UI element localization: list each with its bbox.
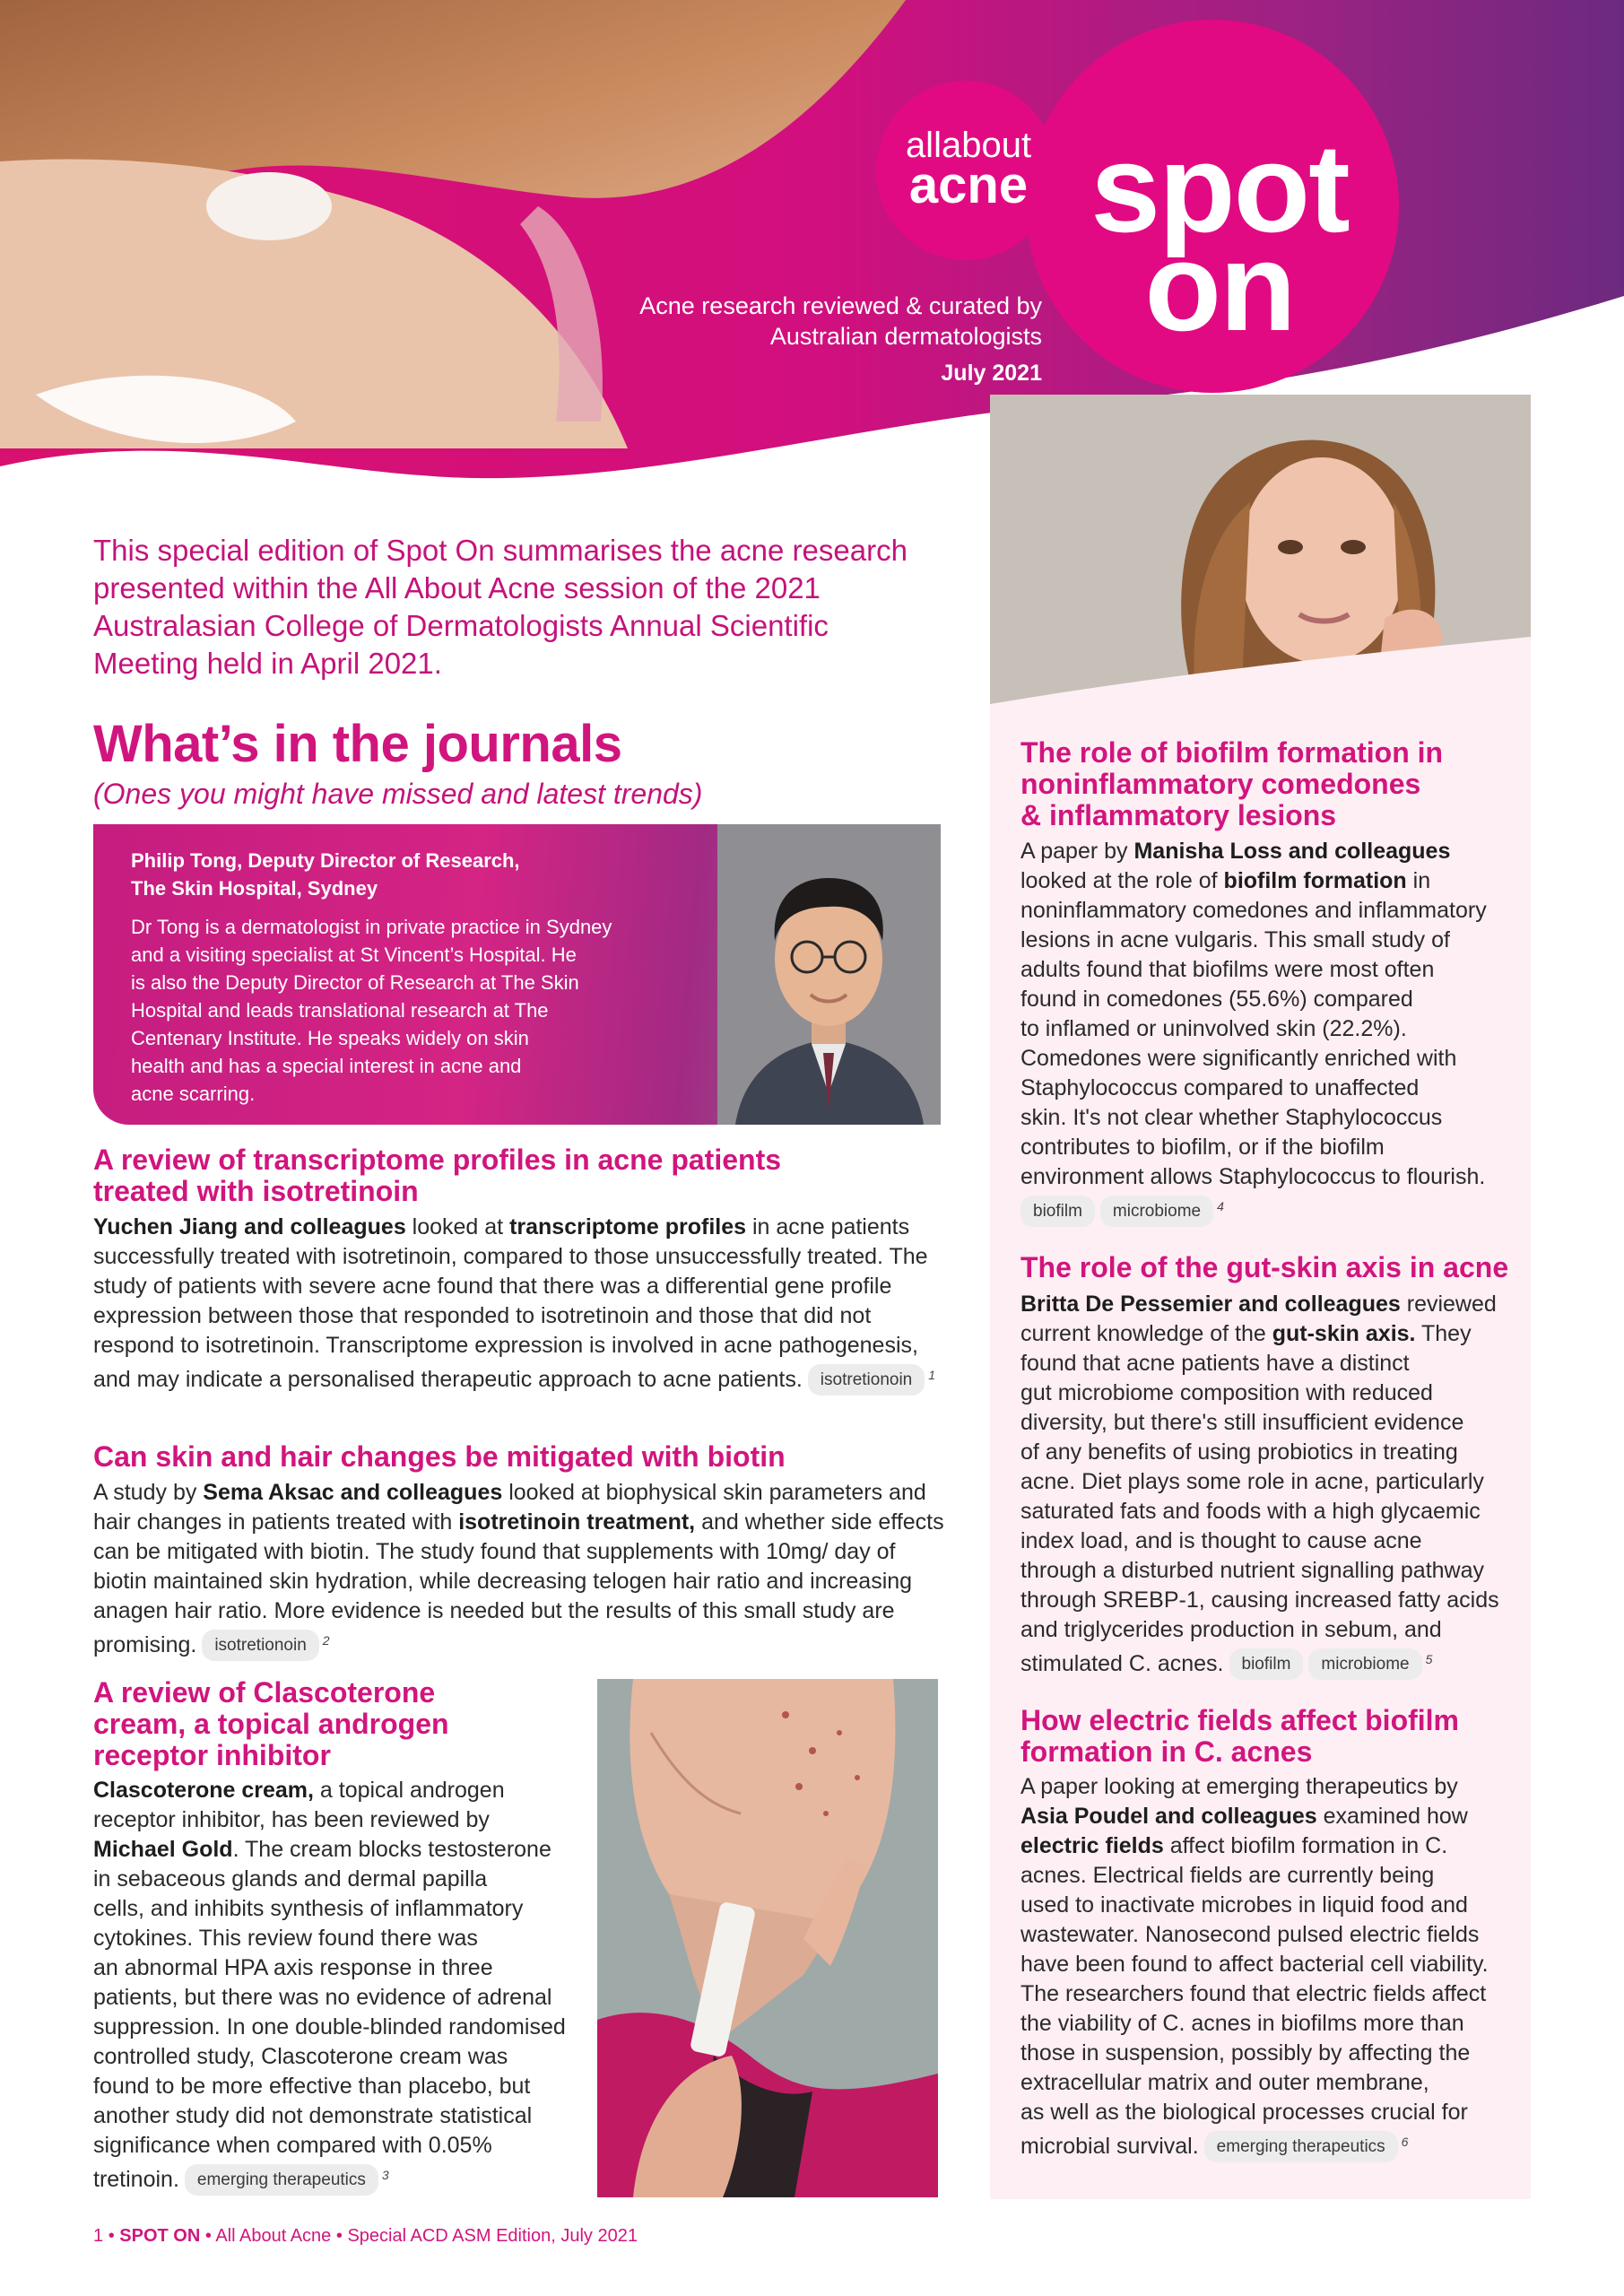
- intro-line: Meeting held in April 2021.: [93, 647, 442, 680]
- article-4-title: [1020, 737, 1523, 831]
- title-line: The role of biofilm formation in: [1020, 736, 1444, 769]
- bio-name-line: Philip Tong, Deputy Director of Research,: [131, 849, 520, 872]
- footnote-ref: 1: [928, 1368, 936, 1382]
- bio-line: health and has a special interest in acne and: [131, 1055, 522, 1077]
- cream-application-photo: [597, 1679, 938, 2197]
- tag-emerging-therapeutics[interactable]: emerging therapeutics: [1204, 2131, 1398, 2162]
- title-line: & inflammatory lesions: [1020, 799, 1337, 831]
- article-2-body: A study by Sema Aksac and colleagues looked at biophysical skin parameters and hair changes in patients treated with isotretinoin treatment, and whether side effects can be mitigated with biotin. The study found that supplements with 10mg/ day of biotin maintained skin hydration, while decreasing telogen hair ratio and increasing anagen hair ratio. More evidence is needed but the results of this small study are promising. isotretionoin $^2$: [93, 1478, 954, 1661]
- tag-isotretinoin[interactable]: isotretionoin: [202, 1630, 318, 1661]
- photo-wave: [990, 628, 1531, 709]
- brand-allabout: allabout: [905, 126, 1032, 165]
- footnote-ref: 6: [1401, 2135, 1409, 2149]
- author-photo: [717, 824, 941, 1125]
- title-line: formation in C. acnes: [1020, 1735, 1313, 1768]
- logo-spot: spot: [1090, 117, 1349, 258]
- article-4-body: A paper by Manisha Loss and colleagues looked at the role of biofilm formation in noninflammatory comedones and inflammatory lesions in acne vulgaris. This small study of adults found that biofilms were most often found in comedones (55.6%) compared to inflamed or uninvolved skin (22.2%). Comedones were significantly enriched with Staphylococcus compared to unaffected skin. It's not clear whether Staphylococcus contributes to biofilm, or if the biofilm environment allows Staphylococcus to flourish. biofilm microbiome $^4$: [1020, 837, 1523, 1227]
- tagline-line1: Acne research reviewed & curated by: [639, 292, 1042, 319]
- footer-section: All About Acne: [215, 2226, 332, 2246]
- issue-date: July 2021: [941, 361, 1042, 386]
- article-5-body: Britta De Pessemier and colleagues reviewed current knowledge of the gut-skin axis. They found that acne patients have a distinct gut microbiome composition with reduced diversity, but there's still insufficient evidence of any benefits of using probiotics in treating acne. Diet plays some role in acne, particularly saturated fats and foods with a high glycaemic index load, and is thought to cause acne through a disturbed nutrient signalling pathway through SREBP-1, causing increased fatty acids and triglycerides production in sebum, and stimulated C. acnes. biofilm microbiome $^5$: [1020, 1290, 1523, 1680]
- article-2-title: Can skin and hair changes be mitigated with biotin: [93, 1440, 786, 1473]
- footer-separator: •: [204, 2226, 212, 2246]
- bio-line: Dr Tong is a dermatologist in private practice in Sydney: [131, 916, 612, 938]
- intro-text: [93, 532, 954, 683]
- tag-biofilm[interactable]: biofilm: [1229, 1648, 1304, 1680]
- title-line: receptor inhibitor: [93, 1739, 331, 1771]
- article-3-title: [93, 1677, 595, 1771]
- footer-brand: SPOT ON: [119, 2226, 201, 2246]
- intro-line: presented within the All About Acne session of the 2021: [93, 571, 821, 604]
- article-1-title: [93, 1144, 954, 1207]
- article-3-body: Clascoterone cream, a topical androgen receptor inhibitor, has been reviewed by Michael Gold. The cream blocks testosterone in sebaceous glands and dermal papilla cells, and inhibits synthesis of inflammatory cytokines. This review found there was an abnormal HPA axis response in three patients, but there was no evidence of adrenal suppression. In one double-blinded randomised controlled study, Clascoterone cream was found to be more effective than placebo, but another study did not demonstrate statistical significance when compared with 0.05% tretinoin. emerging therapeutics $^3$: [93, 1776, 595, 2196]
- tag-biofilm[interactable]: biofilm: [1020, 1196, 1095, 1227]
- brand-acne: acne: [908, 156, 1029, 214]
- title-line: A review of transcriptome profiles in acne patients: [93, 1144, 782, 1176]
- intro-line: Australasian College of Dermatologists Annual Scientific: [93, 609, 829, 642]
- bio-text: [131, 913, 705, 1108]
- bio-line: is also the Deputy Director of Research at The Skin: [131, 971, 579, 994]
- footnote-ref: 5: [1425, 1652, 1433, 1666]
- footer-edition: Special ACD ASM Edition, July 2021: [347, 2226, 638, 2246]
- tagline-line2: Australian dermatologists: [769, 323, 1042, 350]
- title-line: A review of Clascoterone: [93, 1676, 436, 1709]
- tag-microbiome[interactable]: microbiome: [1100, 1196, 1213, 1227]
- title-line: cream, a topical androgen: [93, 1708, 449, 1740]
- article-5-title: The role of the gut-skin axis in acne: [1020, 1251, 1509, 1283]
- bio-line: acne scarring.: [131, 1083, 256, 1105]
- footer-separator: •: [108, 2226, 115, 2246]
- tag-emerging-therapeutics[interactable]: emerging therapeutics: [185, 2164, 378, 2196]
- bio-line: Hospital and leads translational research at The: [131, 999, 549, 1022]
- footer-separator: •: [335, 2226, 343, 2246]
- section-title: What’s in the journals: [93, 715, 622, 773]
- title-line: How electric fields affect biofilm: [1020, 1704, 1459, 1736]
- footnote-ref: 2: [322, 1633, 330, 1648]
- page-footer: [93, 2226, 638, 2247]
- tag-isotretinoin[interactable]: isotretionoin: [808, 1364, 925, 1396]
- footnote-ref: 4: [1217, 1199, 1224, 1213]
- intro-line: This special edition of Spot On summarises the acne research: [93, 534, 908, 567]
- tag-microbiome[interactable]: microbiome: [1308, 1648, 1421, 1680]
- title-line: noninflammatory comedones: [1020, 768, 1421, 800]
- page-number: 1: [93, 2226, 104, 2246]
- footnote-ref: 3: [381, 2168, 389, 2182]
- bio-affiliation-line: The Skin Hospital, Sydney: [131, 877, 378, 900]
- article-1-body: Yuchen Jiang and colleagues looked at transcriptome profiles in acne patients successfully treated with isotretinoin, compared to those unsuccessfully treated. The study of patients with severe acne found that there was a differential gene profile expression between those that responded to isotretinoin and those that did not respond to isotretinoin. Transcriptome expression is involved in acne pathogenesis, and may indicate a personalised therapeutic approach to acne patients. isotretionoin $^1$: [93, 1213, 954, 1396]
- logo-on: on: [1144, 216, 1295, 357]
- article-6-title: [1020, 1705, 1523, 1768]
- bio-line: Centenary Institute. He speaks widely on skin: [131, 1027, 529, 1049]
- bio-line: and a visiting specialist at St Vincent’s Hospital. He: [131, 944, 577, 966]
- title-line: treated with isotretinoin: [93, 1175, 419, 1207]
- article-6-body: A paper looking at emerging therapeutics by Asia Poudel and colleagues examined how electric fields affect biofilm formation in C. acnes. Electrical fields are currently being used to inactivate microbes in liquid food and wastewater. Nanosecond pulsed electric fields have been found to affect bacterial cell viability. The researchers found that electric fields affect the viability of C. acnes in biofilms more than those in suspension, possibly by affecting the extracellular matrix and outer membrane, as well as the biological processes crucial for microbial survival. emerging therapeutics $^6$: [1020, 1772, 1523, 2162]
- section-subtitle: (Ones you might have missed and latest trends): [93, 778, 703, 810]
